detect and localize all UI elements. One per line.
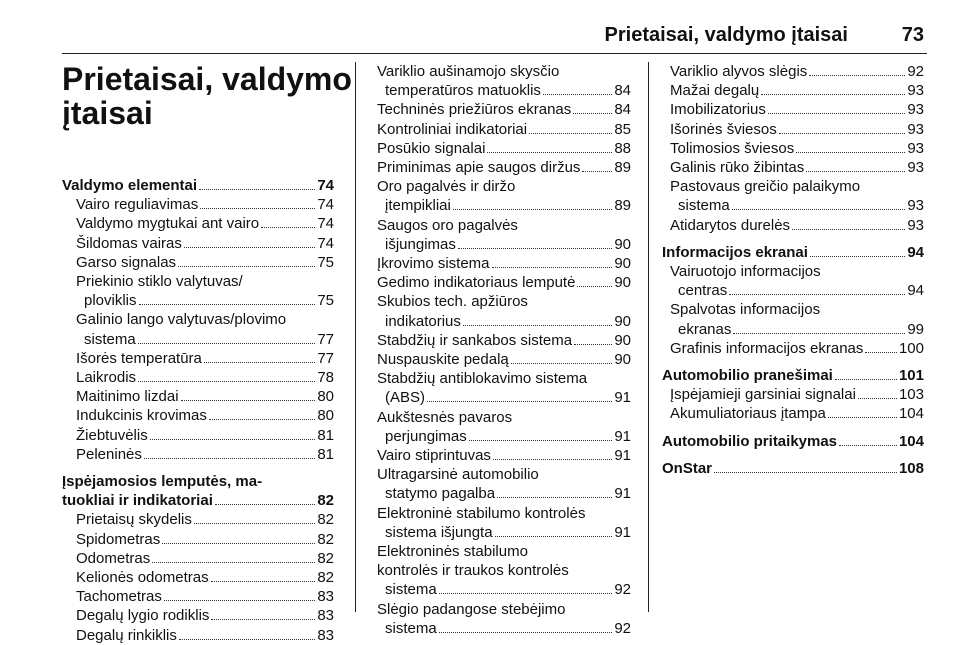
- toc-entry[interactable]: [369, 139, 631, 158]
- toc-entry-line: Saugos oro pagalvės: [377, 216, 518, 234]
- toc-entry-label: Nuspauskite pedalą: [377, 351, 509, 369]
- toc-entry-page: 81: [317, 426, 334, 444]
- toc-entry-label: Prietaisų skydelis: [76, 511, 192, 529]
- dot-leader: [211, 619, 315, 620]
- toc-entry-label: sistema: [678, 197, 730, 215]
- toc-entry-page: 74: [317, 234, 334, 252]
- toc-column-2: [369, 62, 631, 638]
- dot-leader: [204, 362, 315, 363]
- toc-entry-line: Aukštesnės pavaros: [377, 408, 513, 426]
- dot-leader: [162, 543, 315, 544]
- toc-entry-page: 93: [907, 139, 924, 157]
- toc-entry[interactable]: [369, 120, 631, 139]
- dot-leader: [714, 472, 897, 473]
- toc-entry-page: 78: [317, 369, 334, 387]
- toc-entry[interactable]: [662, 320, 924, 339]
- toc-entry-page: 82: [317, 492, 334, 510]
- dot-leader: [152, 562, 315, 563]
- toc-list-1: [62, 176, 334, 645]
- dot-leader: [178, 266, 315, 267]
- toc-entry-page: 75: [317, 292, 334, 310]
- toc-entry-label: Degalų lygio rodiklis: [76, 607, 210, 625]
- toc-entry[interactable]: [62, 387, 334, 406]
- section-gap: [62, 464, 334, 472]
- toc-entry-page: 94: [907, 282, 924, 300]
- toc-entry-label: sistema išjungta: [385, 523, 493, 541]
- dot-leader: [806, 171, 905, 172]
- toc-entry[interactable]: [662, 404, 924, 423]
- toc-entry-page: 108: [898, 459, 924, 477]
- section-gap: [662, 451, 924, 459]
- dot-leader: [729, 294, 905, 295]
- toc-entry[interactable]: [62, 214, 334, 233]
- toc-column-3: [662, 62, 924, 478]
- toc-entry-label: išjungimas: [385, 235, 456, 253]
- dot-leader: [439, 632, 613, 633]
- toc-entry-page: 77: [317, 330, 334, 348]
- toc-entry-label: Žiebtuvėlis: [76, 426, 148, 444]
- toc-entry-line: Stabdžių antiblokavimo sistema: [377, 370, 588, 388]
- dot-leader: [200, 208, 315, 209]
- dot-leader: [138, 343, 316, 344]
- toc-entry-label: Tachometras: [76, 588, 162, 606]
- dot-leader: [828, 417, 897, 418]
- toc-entry-page: 80: [317, 407, 334, 425]
- toc-entry-label: Odometras: [76, 549, 151, 567]
- toc-entry-line: Priekinio stiklo valytuvas/: [76, 273, 243, 291]
- dot-leader: [574, 344, 612, 345]
- toc-entry-line: Galinio lango valytuvas/plovimo: [76, 311, 287, 329]
- toc-section-entry[interactable]: [62, 491, 334, 510]
- dot-leader: [796, 152, 905, 153]
- dot-leader: [164, 600, 315, 601]
- toc-entry-page: 91: [614, 427, 631, 445]
- toc-entry[interactable]: [369, 388, 631, 407]
- dot-leader: [179, 639, 315, 640]
- toc-entry-page: 91: [614, 447, 631, 465]
- toc-entry[interactable]: [62, 530, 334, 549]
- toc-entry[interactable]: [369, 580, 631, 599]
- toc-entry-page: 99: [907, 320, 924, 338]
- running-title: Prietaisai, valdymo įtaisai: [604, 24, 848, 46]
- toc-entry[interactable]: [662, 281, 924, 300]
- section-gap: [662, 358, 924, 366]
- toc-entry-page: 91: [614, 523, 631, 541]
- toc-entry[interactable]: [662, 339, 924, 358]
- toc-entry[interactable]: [662, 120, 924, 139]
- toc-entry-label: Tolimosios šviesos: [670, 139, 795, 157]
- dot-leader: [582, 171, 612, 172]
- toc-section-heading-line: Įspėjamosios lemputės, ma-: [62, 473, 263, 491]
- toc-entry[interactable]: [369, 81, 631, 100]
- toc-entry-line: kontrolės ir traukos kontrolės: [377, 562, 569, 580]
- toc-entry-label: Stabdžių ir sankabos sistema: [377, 331, 573, 349]
- toc-entry-page: 90: [614, 235, 631, 253]
- toc-entry-page: 93: [907, 159, 924, 177]
- toc-entry-label: sistema: [385, 619, 437, 637]
- dot-leader: [439, 593, 613, 594]
- dot-leader: [150, 439, 316, 440]
- section-gap: [662, 424, 924, 432]
- toc-entry-line: Elektroninės stabilumo: [377, 543, 528, 561]
- toc-entry-page: 90: [614, 351, 631, 369]
- toc-entry[interactable]: [62, 349, 334, 368]
- chapter-title: [62, 61, 352, 131]
- dot-leader: [144, 458, 315, 459]
- toc-entry-label: Posūkio signalai: [377, 139, 486, 157]
- toc-section-entry[interactable]: [662, 432, 924, 451]
- dot-leader: [577, 286, 612, 287]
- toc-section-entry[interactable]: [662, 243, 924, 262]
- toc-entry-page: 90: [614, 255, 631, 273]
- toc-entry-line: Oro pagalvės ir diržo: [377, 178, 516, 196]
- toc-entry[interactable]: [369, 235, 631, 254]
- dot-leader: [865, 352, 897, 353]
- dot-leader: [573, 113, 612, 114]
- dot-leader: [858, 398, 897, 399]
- toc-entry[interactable]: [369, 619, 631, 638]
- page-number: 73: [901, 24, 924, 46]
- toc-entry-page: 83: [317, 588, 334, 606]
- toc-entry-page: 90: [614, 331, 631, 349]
- toc-entry-label: Atidarytos durelės: [670, 216, 791, 234]
- toc-entry[interactable]: [369, 254, 631, 273]
- toc-entry-line: Elektroninė stabilumo kontrolės: [377, 504, 586, 522]
- toc-entry[interactable]: [662, 81, 924, 100]
- toc-entry-page: 89: [614, 197, 631, 215]
- dot-leader: [529, 133, 612, 134]
- toc-entry-label: Galinis rūko žibintas: [670, 159, 805, 177]
- toc-entry-label: Automobilio pritaikymas: [662, 432, 838, 450]
- toc-entry-page: 82: [317, 549, 334, 567]
- toc-entry-page: 83: [317, 626, 334, 644]
- toc-entry-page: 90: [614, 274, 631, 292]
- toc-entry-label: Maitinimo lizdai: [76, 388, 179, 406]
- dot-leader: [761, 94, 905, 95]
- toc-entry-label: Grafinis informacijos ekranas: [670, 339, 864, 357]
- dot-leader: [495, 536, 613, 537]
- toc-entry-label: Automobilio pranešimai: [662, 367, 833, 385]
- toc-entry-label: Kontroliniai indikatoriai: [377, 120, 528, 138]
- dot-leader: [492, 267, 613, 268]
- toc-entry-page: 104: [898, 432, 924, 450]
- dot-leader: [184, 247, 315, 248]
- toc-entry-page: 100: [898, 339, 924, 357]
- toc-entry-page: 93: [907, 216, 924, 234]
- toc-entry-page: 101: [898, 367, 924, 385]
- toc-section-entry[interactable]: [662, 366, 924, 385]
- toc-entry-label: statymo pagalba: [385, 485, 496, 503]
- toc-entry[interactable]: [662, 100, 924, 119]
- toc-entry-label: Variklio alyvos slėgis: [670, 63, 808, 80]
- toc-entry[interactable]: [662, 196, 924, 215]
- toc-entry-page: 85: [614, 120, 631, 138]
- toc-entry-page: 82: [317, 569, 334, 587]
- dot-leader: [181, 400, 316, 401]
- dot-leader: [139, 304, 316, 305]
- toc-entry-line: Skubios tech. apžiūros: [377, 293, 528, 311]
- toc-column-1: [62, 61, 352, 645]
- toc-entry-label: Valdymo mygtukai ant vairo: [76, 215, 260, 233]
- page-header: [0, 0, 960, 58]
- toc-entry[interactable]: [369, 196, 631, 215]
- toc-entry-label: sistema: [385, 581, 437, 599]
- toc-entry-label: Laikrodis: [76, 369, 137, 387]
- dot-leader: [839, 445, 897, 446]
- toc-entry-page: 94: [907, 243, 924, 261]
- dot-leader: [458, 248, 612, 249]
- toc-list-3: [662, 62, 924, 478]
- toc-entry-label: ploviklis: [84, 292, 137, 310]
- toc-entry-label: Akumuliatoriaus įtampa: [670, 405, 826, 423]
- section-gap: [662, 235, 924, 243]
- toc-entry-label: Degalų rinkiklis: [76, 626, 177, 644]
- toc-entry-label: ekranas: [678, 320, 732, 338]
- toc-entry-label: Įkrovimo sistema: [377, 255, 490, 273]
- toc-entry[interactable]: [662, 216, 924, 235]
- toc-entry[interactable]: [62, 195, 334, 214]
- toc-entry-label: Imobilizatorius: [670, 101, 766, 119]
- toc-entry-page: 84: [614, 101, 631, 119]
- toc-entry[interactable]: [62, 510, 334, 529]
- toc-entry[interactable]: [369, 350, 631, 369]
- toc-entry-label: temperatūros matuoklis: [385, 82, 541, 100]
- dot-leader: [809, 75, 905, 76]
- chapter-title-line-1: Prietaisai, valdymo: [62, 61, 352, 97]
- toc-entry-page: 83: [317, 607, 334, 625]
- toc-section-entry[interactable]: [662, 459, 924, 478]
- toc-entry-page: 74: [317, 196, 334, 214]
- toc-entry-label: indikatorius: [385, 312, 461, 330]
- toc-entry-page: 93: [907, 120, 924, 138]
- toc-entry[interactable]: [369, 312, 631, 331]
- dot-leader: [138, 381, 315, 382]
- toc-entry-label: (ABS): [385, 389, 426, 407]
- dot-leader: [427, 401, 612, 402]
- toc-entry-label: centras: [678, 282, 728, 300]
- toc-entry[interactable]: [62, 368, 334, 387]
- dot-leader: [463, 325, 612, 326]
- toc-entry[interactable]: [369, 427, 631, 446]
- toc-entry[interactable]: [62, 291, 334, 310]
- toc-entry-page: 88: [614, 139, 631, 157]
- toc-entry-label: Gedimo indikatoriaus lemputė: [377, 274, 576, 292]
- dot-leader: [768, 113, 905, 114]
- dot-leader: [199, 189, 315, 190]
- toc-entry[interactable]: [62, 445, 334, 464]
- toc-entry-page: 80: [317, 388, 334, 406]
- toc-entry-label: sistema: [84, 330, 136, 348]
- toc-entry[interactable]: [62, 606, 334, 625]
- dot-leader: [469, 440, 613, 441]
- dot-leader: [261, 227, 315, 228]
- toc-entry-page: 92: [614, 581, 631, 599]
- toc-entry-label: Peleninės: [76, 445, 142, 463]
- toc-entry-line: Vairuotojo informacijos: [670, 263, 821, 281]
- toc-entry-label: Spidometras: [76, 530, 161, 548]
- toc-entry-page: 91: [614, 389, 631, 407]
- toc-entry[interactable]: [62, 253, 334, 272]
- toc-entry-line: Variklio aušinamojo skysčio: [377, 63, 560, 80]
- dot-leader: [487, 152, 612, 153]
- toc-entry-label: Mažai degalų: [670, 82, 760, 100]
- toc-entry-page: 92: [614, 619, 631, 637]
- dot-leader: [194, 523, 315, 524]
- toc-entry-label: Indukcinis krovimas: [76, 407, 207, 425]
- dot-leader: [453, 209, 612, 210]
- toc-entry-page: 104: [898, 405, 924, 423]
- toc-section-entry[interactable]: [62, 176, 334, 195]
- toc-entry[interactable]: [369, 158, 631, 177]
- toc-entry[interactable]: [62, 234, 334, 253]
- toc-entry[interactable]: [662, 158, 924, 177]
- toc-entry-page: 84: [614, 82, 631, 100]
- toc-entry-page: 93: [907, 101, 924, 119]
- dot-leader: [733, 333, 905, 334]
- toc-entry[interactable]: [369, 484, 631, 503]
- toc-entry-line: Slėgio padangose stebėjimo: [377, 600, 566, 618]
- toc-entry-page: 103: [898, 386, 924, 404]
- dot-leader: [835, 379, 897, 380]
- toc-entry-label: įtempikliai: [385, 197, 451, 215]
- dot-leader: [497, 497, 612, 498]
- toc-entry-page: 91: [614, 485, 631, 503]
- toc-entry[interactable]: [62, 587, 334, 606]
- toc-entry-page: 82: [317, 511, 334, 529]
- header-rule: [62, 53, 927, 54]
- toc-entry-line: Pastovaus greičio palaikymo: [670, 178, 861, 196]
- dot-leader: [732, 209, 906, 210]
- toc-entry-label: Informacijos ekranai: [662, 243, 808, 261]
- dot-leader: [511, 363, 613, 364]
- toc-entry-label: Valdymo elementai: [62, 177, 198, 194]
- chapter-title-line-2: įtaisai: [62, 95, 153, 131]
- toc-entry[interactable]: [62, 406, 334, 425]
- dot-leader: [792, 229, 905, 230]
- toc-entry-page: 77: [317, 349, 334, 367]
- toc-entry[interactable]: [662, 139, 924, 158]
- column-divider-1: [355, 62, 356, 612]
- toc-entry-line: Ultragarsinė automobilio: [377, 466, 539, 484]
- toc-entry[interactable]: [369, 446, 631, 465]
- dot-leader: [779, 133, 906, 134]
- toc-entry-page: 90: [614, 312, 631, 330]
- toc-entry-page: 93: [907, 82, 924, 100]
- toc-entry[interactable]: [62, 568, 334, 587]
- toc-entry-label: Vairo stiprintuvas: [377, 447, 491, 465]
- toc-entry[interactable]: [62, 549, 334, 568]
- toc-entry-page: 93: [907, 197, 924, 215]
- toc-entry[interactable]: [662, 385, 924, 404]
- toc-entry-line: Spalvotas informacijos: [670, 301, 821, 319]
- toc-entry[interactable]: [369, 100, 631, 119]
- column-divider-2: [648, 62, 649, 612]
- toc-entry[interactable]: [369, 273, 631, 292]
- toc-entry[interactable]: [369, 523, 631, 542]
- toc-entry-label: Garso signalas: [76, 253, 177, 271]
- toc-entry-page: 74: [317, 177, 334, 194]
- toc-entry[interactable]: [662, 62, 924, 81]
- dot-leader: [211, 581, 316, 582]
- dot-leader: [543, 94, 612, 95]
- toc-entry-label: tuokliai ir indikatoriai: [62, 492, 213, 510]
- toc-list-2: [369, 62, 631, 638]
- dot-leader: [209, 419, 315, 420]
- dot-leader: [810, 256, 905, 257]
- toc-entry-label: Techninės priežiūros ekranas: [377, 101, 572, 119]
- toc-entry-label: Kelionės odometras: [76, 569, 209, 587]
- toc-entry-label: Išorinės šviesos: [670, 120, 777, 138]
- dot-leader: [215, 504, 315, 505]
- toc-entry-label: Šildomas vairas: [76, 234, 182, 252]
- toc-entry[interactable]: [62, 426, 334, 445]
- toc-entry-page: 81: [317, 445, 334, 463]
- toc-entry[interactable]: [62, 330, 334, 349]
- toc-entry-page: 82: [317, 530, 334, 548]
- toc-entry-label: perjungimas: [385, 427, 467, 445]
- toc-entry[interactable]: [369, 331, 631, 350]
- toc-entry-page: 92: [907, 63, 924, 80]
- toc-entry-page: 74: [317, 215, 334, 233]
- dot-leader: [493, 459, 612, 460]
- toc-entry-label: Įspėjamieji garsiniai signalai: [670, 386, 856, 404]
- toc-entry-page: 89: [614, 159, 631, 177]
- toc-entry-label: Išorės temperatūra: [76, 349, 202, 367]
- toc-entry-label: OnStar: [662, 459, 713, 477]
- toc-entry-label: Vairo reguliavimas: [76, 196, 199, 214]
- toc-entry-label: Priminimas apie saugos diržus: [377, 159, 581, 177]
- toc-entry-page: 75: [317, 253, 334, 271]
